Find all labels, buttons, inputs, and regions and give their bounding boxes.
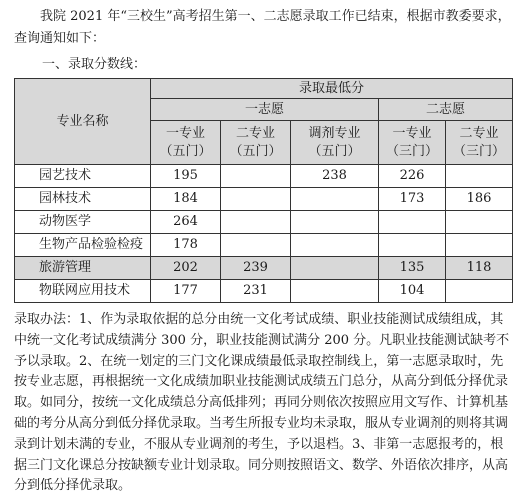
section-title: 一、录取分数线： xyxy=(42,57,147,72)
score-cell: 231 xyxy=(221,280,291,303)
header-major-name: 专业名称 xyxy=(15,79,151,165)
header-first-choice: 一志愿 xyxy=(151,99,379,121)
table-row xyxy=(15,234,513,257)
score-cell xyxy=(446,280,513,303)
table-row xyxy=(15,257,513,280)
score-cell: 178 xyxy=(151,234,221,257)
score-cell xyxy=(221,234,291,257)
score-cell: 202 xyxy=(151,257,221,280)
score-cell xyxy=(291,234,379,257)
table-row xyxy=(15,165,513,188)
score-cell: 195 xyxy=(151,165,221,188)
score-cell xyxy=(379,211,446,234)
score-cell: 238 xyxy=(291,165,379,188)
score-cell xyxy=(291,211,379,234)
major-name: 园林技术 xyxy=(15,188,151,211)
score-cell xyxy=(221,165,291,188)
admission-method-paragraph: 录取办法：1、作为录取依据的总分由统一文化考试成绩、职业技能测试成绩组成，其中统一文化考试成绩满分 300 分，职业技能测试满分 200 分。凡职业技能测试缺考不予以录取。2、在统一划定的三门文化课成绩最低录取控制线上，第一志愿录取时，先按专业志愿，再根据统一文化成绩加职业技能测试成绩五门总分，从高分到低分择优录取。如同分，按统一文化成绩总分高低排列；再同分则依次按照应用文写作、计算机基础的考分从高分到低分择优录取。当考生所报专业均未录取，服从专业调剂的则将其调录到计划未满的专业，不服从专业调剂的考生，予以退档。3、非第一志愿报考的，根据三门文化课总分按缺额专业计划录取。同分则按照语文、数学、外语依次排序，从高分到低分择优录取。 xyxy=(14,312,510,494)
score-cell: 184 xyxy=(151,188,221,211)
major-name: 物联网应用技术 xyxy=(15,280,151,303)
subheader-4: 一专业 （三门） xyxy=(379,121,446,165)
subheader-2: 二专业 （五门） xyxy=(221,121,291,165)
major-name: 园艺技术 xyxy=(15,165,151,188)
score-cell: 239 xyxy=(221,257,291,280)
table-row xyxy=(15,188,513,211)
table-row xyxy=(15,211,513,234)
score-cell: 177 xyxy=(151,280,221,303)
intro-paragraph: 我院 2021 年“三校生”高考招生第一、二志愿录取工作已结束，根据市教委要求，查询通知如下： xyxy=(14,9,511,46)
score-cell: 173 xyxy=(379,188,446,211)
subheader-5: 二专业 （三门） xyxy=(446,121,513,165)
header-second-choice: 二志愿 xyxy=(379,99,513,121)
score-cell xyxy=(291,257,379,280)
score-cell: 264 xyxy=(151,211,221,234)
header-min-score: 录取最低分 xyxy=(151,79,513,99)
table-row xyxy=(15,280,513,303)
score-cell xyxy=(221,211,291,234)
subheader-3: 调剂专业 （五门） xyxy=(291,121,379,165)
score-cell: 118 xyxy=(446,257,513,280)
score-cell xyxy=(446,234,513,257)
major-name: 动物医学 xyxy=(15,211,151,234)
score-cell xyxy=(291,280,379,303)
score-cell xyxy=(446,165,513,188)
score-cell xyxy=(446,211,513,234)
major-name: 旅游管理 xyxy=(15,257,151,280)
score-cell: 186 xyxy=(446,188,513,211)
score-cell: 226 xyxy=(379,165,446,188)
score-cell: 104 xyxy=(379,280,446,303)
subheader-1: 一专业 （五门） xyxy=(151,121,221,165)
score-cell xyxy=(221,188,291,211)
major-name: 生物产品检验检疫 xyxy=(15,234,151,257)
admission-score-table xyxy=(14,78,513,303)
score-cell xyxy=(291,188,379,211)
score-cell xyxy=(379,234,446,257)
score-cell: 135 xyxy=(379,257,446,280)
